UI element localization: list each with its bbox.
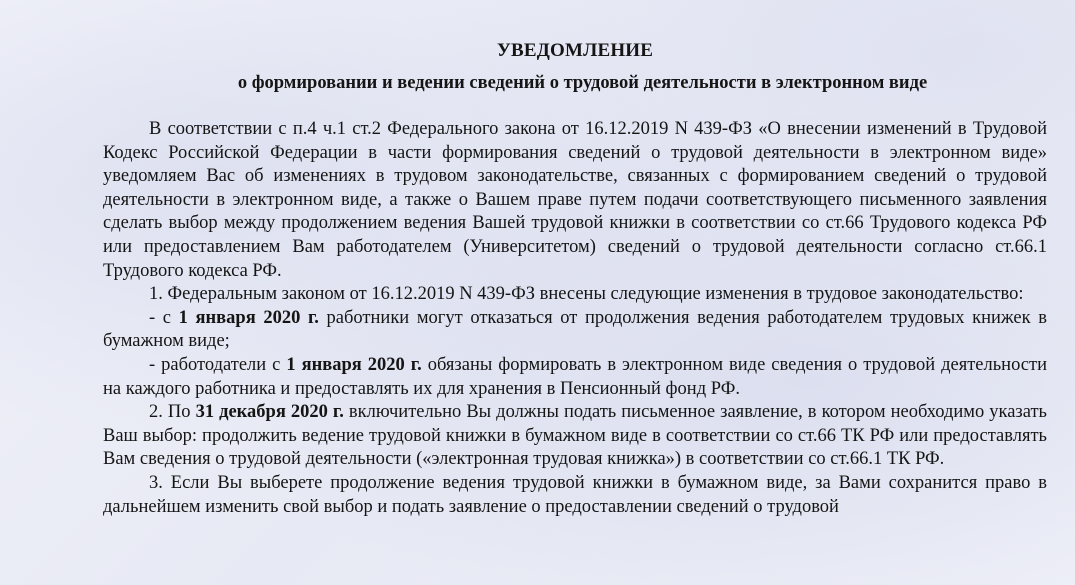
document-body — [103, 118, 1047, 519]
bullet-2-paragraph — [103, 354, 1047, 401]
bullet-2-text: обязаны формировать в электронном виде сведения о трудовой деятельности на каждого работника и предоставлять их для хранения в Пенсионный фонд РФ. — [103, 354, 1047, 399]
item-1-paragraph: 1. Федеральным законом от 16.12.2019 N 439-ФЗ внесены следующие изменения в трудовое законодательство: — [149, 284, 1024, 305]
item-2-prefix: 2. По — [149, 402, 196, 423]
bullet-1-date: 1 января 2020 г. — [178, 307, 319, 328]
document-title: УВЕДОМЛЕНИЕ — [496, 40, 654, 61]
bullet-2-prefix: - работодатели с — [149, 354, 287, 375]
item-2-paragraph — [103, 401, 1047, 472]
bullet-1-paragraph — [103, 307, 1047, 354]
bullet-1-prefix: - с — [149, 307, 179, 328]
intro-paragraph: В соответствии с п.4 ч.1 ст.2 Федерального закона от 16.12.2019 N 439-ФЗ «О внесении изменений в Трудовой Кодекс Российской Федерации в части формирования сведений о трудовой деятельности в электронном виде» уведомляем Вас об изменениях в трудовом законодательстве, связанных с формированием сведений о трудовой деятельности в электронном виде, а также о Вашем праве путем подачи соответствующего письменного заявления сделать выбор между продолжением ведения Вашей трудовой книжки в соответствии со ст.66 Трудового кодекса РФ или предоставлением Вам работодателем (Университетом) сведений о трудовой деятельности согласно ст.66.1 Трудового кодекса РФ. — [103, 119, 1047, 281]
item-2-text: включительно Вы должны подать письменное заявление, в котором необходимо указать Ваш выбор: продолжить ведение трудовой книжки в бумажном виде в соответствии со ст.66 ТК РФ или предоставлять Вам сведения о трудовой деятельности («электронная трудовая книжка») в соответствии со ст.66.1 ТК РФ. — [103, 402, 1047, 470]
item-2-date: 31 декабря 2020 г. — [195, 402, 344, 423]
item-3-paragraph: 3. Если Вы выберете продолжение ведения трудовой книжки в бумажном виде, за Вами сохранится право в дальнейшем изменить свой выбор и подать заявление о предоставлении сведений о трудовой — [103, 472, 1047, 517]
bullet-1-text: работники могут отказаться от продолжения ведения работодателем трудовых книжек в бумажном виде; — [103, 307, 1047, 352]
bullet-2-date: 1 января 2020 г. — [286, 354, 422, 375]
document-subtitle: о формировании и ведении сведений о трудовой деятельности в электронном виде — [237, 73, 928, 93]
